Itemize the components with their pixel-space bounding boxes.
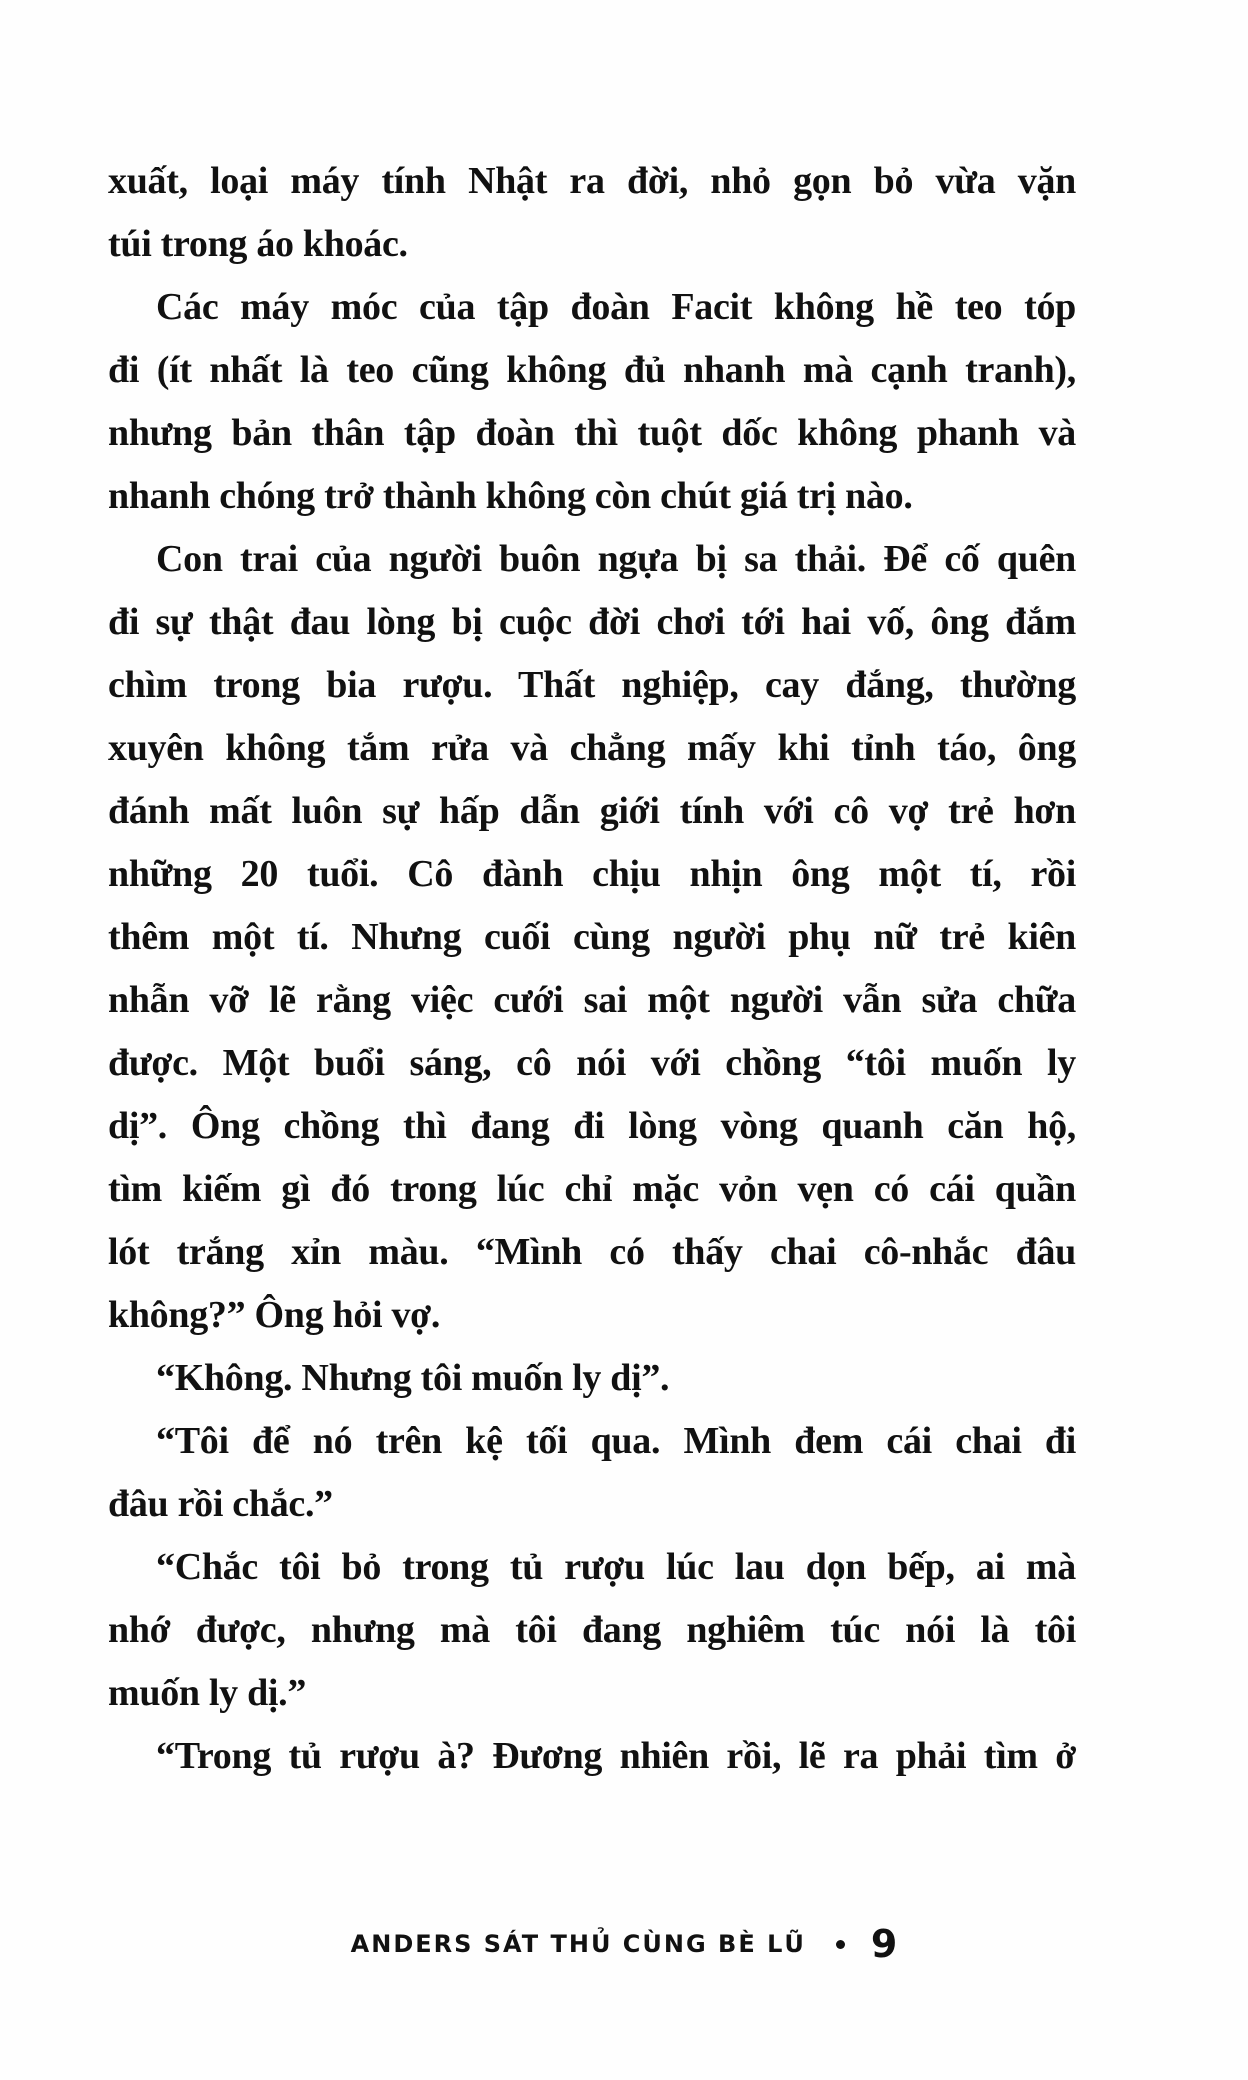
text-line: lót trắng xỉn màu. “Mình có thấy chai cô-nhắc đâu: [108, 1231, 1076, 1273]
text-line: thêm một tí. Nhưng cuối cùng người phụ nữ trẻ kiên: [108, 916, 1076, 958]
text-line: dị”. Ông chồng thì đang đi lòng vòng quanh căn hộ,: [108, 1105, 1076, 1147]
text-line: đâu rồi chắc.”: [108, 1483, 333, 1525]
body-text: [108, 150, 1076, 1788]
text-line: xuyên không tắm rửa và chẳng mấy khi tỉnh táo, ông: [108, 727, 1076, 769]
text-line: Con trai của người buôn ngựa bị sa thải. Để cố quên: [156, 538, 1076, 580]
page-number: 9: [870, 1922, 898, 1966]
text-line: tìm kiếm gì đó trong lúc chỉ mặc vỏn vẹn có cái quần: [108, 1168, 1076, 1210]
text-line: chìm trong bia rượu. Thất nghiệp, cay đắng, thường: [108, 664, 1076, 706]
text-line: không?” Ông hỏi vợ.: [108, 1294, 441, 1336]
text-line: muốn ly dị.”: [108, 1672, 307, 1714]
bullet-separator-icon: [836, 1940, 845, 1949]
text-line: “Tôi để nó trên kệ tối qua. Mình đem cái chai đi: [156, 1420, 1076, 1462]
text-line: đi sự thật đau lòng bị cuộc đời chơi tới hai vố, ông đắm: [108, 601, 1076, 643]
text-line: nhưng bản thân tập đoàn thì tuột dốc không phanh và: [108, 412, 1076, 454]
text-line: nhanh chóng trở thành không còn chút giá trị nào.: [108, 475, 913, 517]
text-line: được. Một buổi sáng, cô nói với chồng “tôi muốn ly: [108, 1042, 1076, 1084]
text-line: “Chắc tôi bỏ trong tủ rượu lúc lau dọn bếp, ai mà: [156, 1546, 1076, 1588]
text-line: đi (ít nhất là teo cũng không đủ nhanh mà cạnh tranh),: [108, 349, 1076, 391]
text-line: xuất, loại máy tính Nhật ra đời, nhỏ gọn bỏ vừa vặn: [108, 160, 1076, 202]
text-line: Các máy móc của tập đoàn Facit không hề teo tóp: [156, 286, 1076, 328]
running-footer: [0, 1922, 1248, 1966]
text-line: đánh mất luôn sự hấp dẫn giới tính với cô vợ trẻ hơn: [108, 790, 1076, 832]
text-line: những 20 tuổi. Cô đành chịu nhịn ông một tí, rồi: [108, 853, 1076, 895]
book-title: ANDERS SÁT THỦ CÙNG BÈ LŨ: [350, 1930, 806, 1958]
text-line: “Không. Nhưng tôi muốn ly dị”.: [156, 1357, 670, 1399]
text-line: túi trong áo khoác.: [108, 223, 408, 265]
text-line: “Trong tủ rượu à? Đương nhiên rồi, lẽ ra phải tìm ở: [156, 1735, 1076, 1777]
text-line: nhẫn vỡ lẽ rằng việc cưới sai một người vẫn sửa chữa: [108, 979, 1076, 1021]
text-line: nhớ được, nhưng mà tôi đang nghiêm túc nói là tôi: [108, 1609, 1076, 1651]
